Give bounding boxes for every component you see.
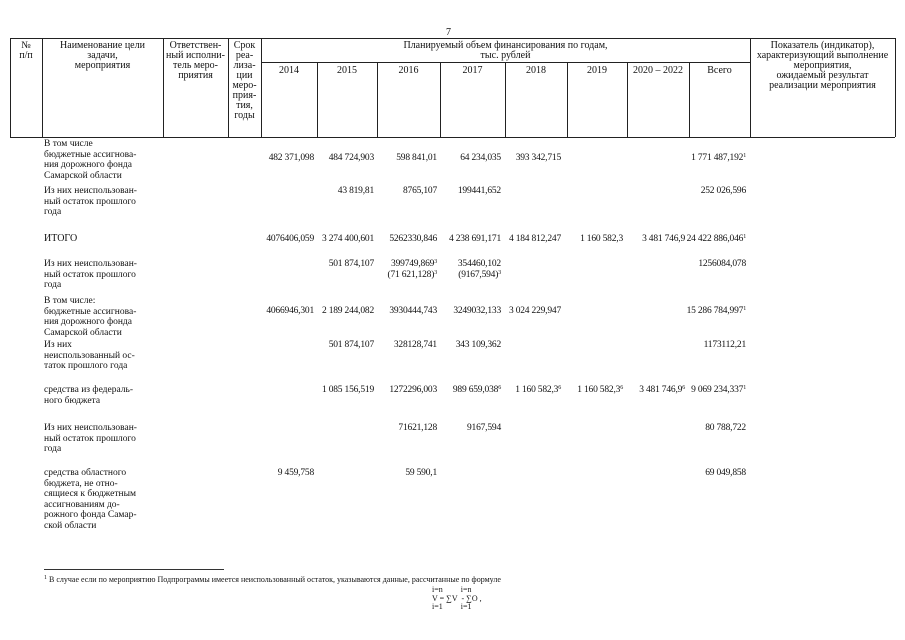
value-cell — [389, 385, 437, 396]
row-label: В том числе бюджетные ассигнова- ния дорожного фонда Самарской области — [44, 139, 137, 181]
header-year: Всего — [707, 65, 732, 76]
header-year: 2020 – 2022 — [633, 65, 683, 76]
value-cell — [577, 385, 623, 396]
value-cell — [391, 259, 437, 270]
value-cell-extra — [388, 270, 438, 281]
value-text: 9 069 234,337 — [691, 385, 744, 395]
header-year: 2014 — [279, 65, 299, 76]
footnote-ref: 1 — [743, 234, 746, 240]
value-text: 4 238 691,171 — [448, 234, 501, 244]
header-year: 2017 — [462, 65, 483, 76]
footnote-ref: 6 — [682, 385, 685, 391]
value-cell — [704, 340, 746, 351]
value-text: 15 286 784,997 — [686, 306, 744, 316]
header-year: 2018 — [526, 65, 546, 76]
value-cell — [405, 468, 437, 479]
value-text: 80 788,722 — [705, 423, 746, 433]
value-text: 59 590,1 — [405, 468, 437, 478]
value-cell — [691, 385, 746, 396]
value-text: 71621,128 — [398, 423, 437, 433]
value-cell — [338, 186, 374, 197]
value-text: 328128,741 — [393, 340, 437, 350]
header-term: Срок реа- лиза- ции меро- прия- тия, годы — [232, 40, 257, 121]
footnote-ref: 1 — [743, 385, 746, 391]
formula-expression: V = ∑V - ∑O , — [432, 593, 482, 603]
value-cell — [329, 259, 374, 270]
value-text: 343 109,362 — [455, 340, 501, 350]
value-cell — [278, 468, 314, 479]
formula-upper-limits: i=n i=n — [432, 585, 472, 594]
row-label: Из них неиспользован- ный остаток прошлого года — [44, 423, 137, 455]
value-cell — [460, 153, 501, 164]
value-text: 1256084,078 — [698, 259, 746, 269]
value-text: 1272296,003 — [389, 385, 437, 395]
header-year: 2016 — [398, 65, 419, 76]
value-cell — [396, 153, 437, 164]
value-cell — [516, 153, 561, 164]
header-responsible: Ответствен- ный исполни- тель меро- приятия — [166, 40, 225, 81]
footnote-mark: 1 — [44, 575, 47, 581]
value-cell — [322, 234, 374, 245]
row-label: В том числе: бюджетные ассигнова- ния дорожного фонда Самарской области — [44, 296, 137, 338]
value-cell — [266, 306, 314, 317]
row-label: средства из федераль- ного бюджета — [44, 385, 134, 406]
value-text: 43 819,81 — [337, 186, 374, 196]
value-text: 199441,652 — [457, 186, 501, 196]
table-rule — [10, 38, 895, 39]
row-label: средства областного бюджета, не отно- сящиеся к бюджетным ассигнованиям до- рожного фонда Самар- ской области — [44, 468, 137, 531]
header-financing: Планируемый объем финансирования по годам, тыс. рублей — [403, 40, 608, 61]
value-text: 1 160 582,3 — [577, 385, 621, 395]
value-cell — [705, 423, 746, 434]
value-text: 4076406,059 — [266, 234, 314, 244]
formula — [432, 586, 482, 612]
value-text: 3 024 229,947 — [508, 306, 561, 316]
value-cell — [453, 385, 501, 396]
value-cell — [403, 186, 437, 197]
value-cell — [701, 186, 746, 197]
formula-lower-limits: i=1 i=1 — [432, 602, 472, 611]
value-cell — [389, 234, 437, 245]
value-text: 252 026,596 — [700, 186, 746, 196]
value-cell — [642, 234, 685, 245]
value-cell — [509, 234, 561, 245]
footnote-ref: 6 — [498, 385, 501, 391]
value-text: 1 160 582,3 — [515, 385, 559, 395]
value-cell — [329, 153, 374, 164]
value-text: 1 160 582,3 — [580, 234, 623, 244]
footnote-ref: 1 — [743, 153, 746, 159]
value-text: 989 659,038 — [452, 385, 499, 395]
value-text-extra: (9167,594) — [458, 270, 499, 280]
value-text: 64 234,035 — [460, 153, 501, 163]
value-text: 3 481 746,9 — [639, 385, 683, 395]
value-text: 501 874,107 — [328, 340, 374, 350]
value-text: 3249032,133 — [453, 306, 501, 316]
value-text: 3 481 746,9 — [642, 234, 685, 244]
page-number: 7 — [446, 27, 451, 38]
footnote-ref: 1 — [743, 306, 746, 312]
row-label: ИТОГО — [44, 233, 78, 244]
value-text: 5262330,846 — [389, 234, 437, 244]
value-cell — [639, 385, 685, 396]
value-cell — [580, 234, 623, 245]
value-cell — [266, 234, 314, 245]
row-label: Из них неиспользован- ный остаток прошлого года — [44, 186, 137, 218]
value-text: 482 371,098 — [268, 153, 314, 163]
row-label: Из них неиспользован- ный остаток прошлого года — [44, 259, 137, 291]
value-text-extra: (71 621,128) — [387, 270, 435, 280]
value-cell — [515, 385, 561, 396]
value-text: 3930444,743 — [389, 306, 437, 316]
row-label: Из них неиспользованный ос- таток прошлого года — [44, 340, 135, 372]
value-text: 484 724,903 — [328, 153, 374, 163]
value-cell — [698, 259, 746, 270]
footnote — [44, 575, 501, 584]
footnote-ref: 6 — [558, 385, 561, 391]
footnote-ref: 3 — [434, 270, 437, 276]
value-cell — [458, 186, 501, 197]
value-cell — [691, 153, 746, 164]
value-text: 354460,102 — [457, 259, 501, 269]
footnote-ref: 3 — [434, 259, 437, 265]
value-text: 399749,869 — [391, 259, 435, 269]
value-text: 24 422 886,046 — [686, 234, 744, 244]
value-text: 598 841,01 — [396, 153, 437, 163]
value-cell — [269, 153, 314, 164]
value-text: 69 049,858 — [705, 468, 746, 478]
footnote-divider — [44, 569, 224, 570]
value-text: 393 342,715 — [515, 153, 561, 163]
value-text: 4 184 812,247 — [508, 234, 561, 244]
value-text: 4066946,301 — [266, 306, 314, 316]
footnote-ref: 6 — [620, 385, 623, 391]
value-cell — [394, 340, 437, 351]
value-cell — [322, 306, 374, 317]
table-rule — [10, 137, 895, 138]
value-text: 1 771 487,192 — [691, 153, 744, 163]
value-cell — [389, 306, 437, 317]
value-cell — [398, 423, 437, 434]
header-indicator: Показатель (индикатор), характеризующий выполнение мероприятия, ожидаемый результат реализации мероприятия — [756, 40, 889, 91]
table-rule — [895, 38, 896, 137]
value-cell — [458, 259, 501, 270]
value-cell — [329, 340, 374, 351]
value-cell — [687, 306, 746, 317]
value-cell — [509, 306, 561, 317]
value-text: 9167,594 — [466, 423, 501, 433]
value-cell-extra — [458, 270, 501, 281]
value-cell — [456, 340, 501, 351]
value-cell — [453, 306, 501, 317]
value-text: 3 274 400,601 — [321, 234, 374, 244]
value-text: 501 874,107 — [328, 259, 374, 269]
footnote-text: В случае если по мероприятию Подпрограммы имеется неиспользованный остаток, указываются данные, рассчитанные по формуле — [49, 575, 501, 584]
header-year: 2019 — [587, 65, 607, 76]
value-text: 8765,107 — [402, 186, 437, 196]
value-text: 9 459,758 — [277, 468, 314, 478]
value-text: 1173112,21 — [703, 340, 746, 350]
value-text: 1 085 156,519 — [321, 385, 374, 395]
header-num: № п/п — [19, 40, 33, 61]
header-year: 2015 — [337, 65, 357, 76]
value-cell — [467, 423, 501, 434]
value-cell — [687, 234, 746, 245]
value-cell — [449, 234, 501, 245]
footnote-ref: 3 — [498, 270, 501, 276]
value-cell — [322, 385, 374, 396]
value-cell — [705, 468, 746, 479]
header-name: Наименование цели задачи, мероприятия — [60, 40, 145, 71]
value-text: 2 189 244,082 — [321, 306, 374, 316]
